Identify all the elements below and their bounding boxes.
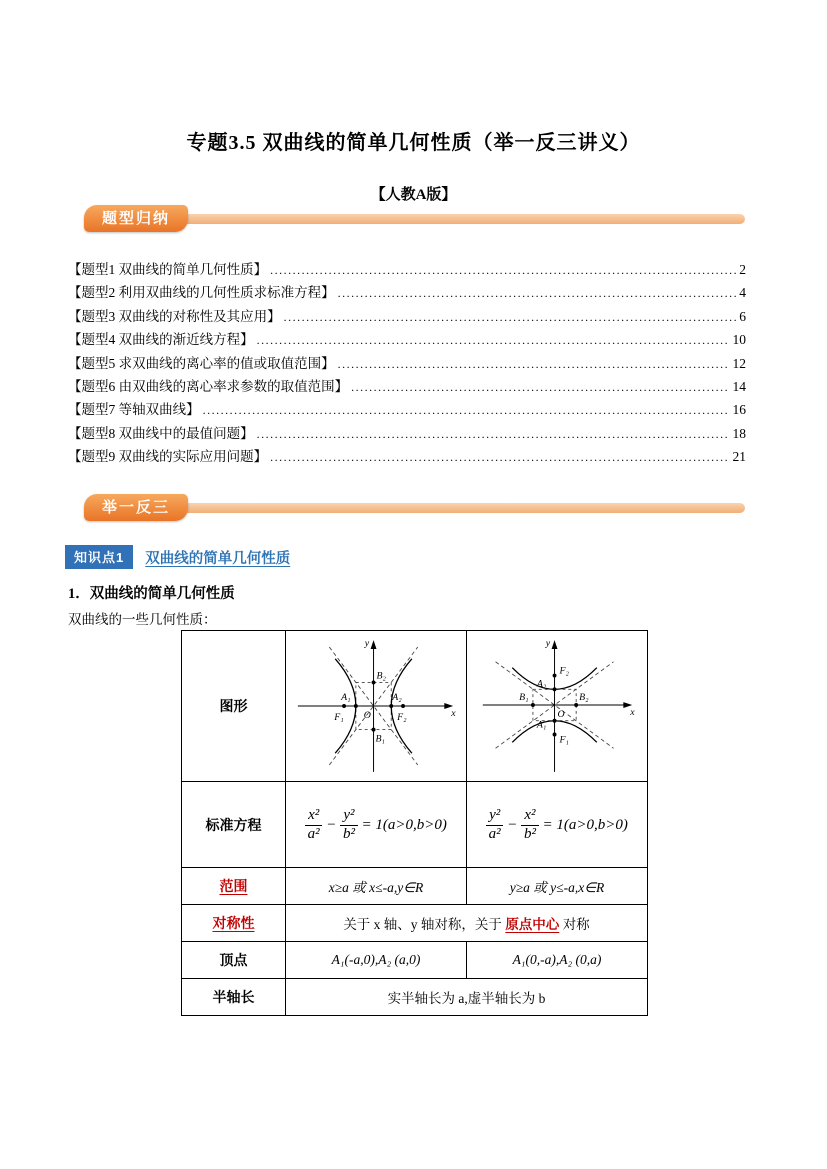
toc-dot-leader (338, 352, 730, 376)
properties-table (181, 630, 648, 1016)
numerator: y² (340, 808, 357, 826)
toc-item-label[interactable]: 【题型3 双曲线的对称性及其应用】 (68, 308, 281, 324)
row-label-graph: 图形 (182, 631, 286, 782)
table-row-semi-axes (182, 979, 648, 1016)
toc-dot-leader (257, 328, 730, 352)
denominator: a² (488, 825, 501, 842)
y-axis-arrow (552, 640, 558, 649)
table-row-range (182, 868, 648, 905)
label-origin: O (363, 709, 371, 721)
toc-page-number: 6 (739, 308, 746, 324)
denominator: a² (307, 825, 320, 842)
vertex-a1-dot (354, 704, 358, 708)
y-axis-label: y (545, 638, 551, 650)
toc-page-number: 12 (732, 355, 746, 371)
equation-cell-right (467, 782, 648, 868)
row-label-semi-axes: 半轴长 (182, 979, 286, 1016)
toc-item-label[interactable]: 【题型5 求双曲线的离心率的值或取值范围】 (68, 355, 335, 371)
row-label-vertices: 顶点 (182, 942, 286, 979)
banner-topic-nav-label: 题型归纳 (84, 205, 188, 232)
banner-bar (98, 503, 745, 513)
semi-axes-cell: 实半轴长为 a,虚半轴长为 b (286, 979, 648, 1016)
toc-item[interactable] (68, 445, 746, 468)
label-b1: B₁ (519, 692, 529, 704)
table-row-equation (182, 782, 648, 868)
label-f1: F₁ (334, 711, 344, 723)
focus-f2-dot (401, 704, 405, 708)
symmetry-text-prefix: 关于 x 轴、y 轴对称，关于 (343, 917, 506, 932)
toc-dot-leader (270, 258, 736, 282)
fraction (305, 808, 322, 843)
toc-item-label[interactable]: 【题型1 双曲线的简单几何性质】 (68, 262, 268, 277)
hyperbola-graph-horizontal (290, 633, 462, 779)
banner-practice (0, 494, 827, 521)
toc-item-label[interactable]: 【题型4 双曲线的渐近线方程】 (68, 332, 254, 348)
label-b2: B₂ (376, 670, 386, 682)
minus-sign: − (507, 816, 518, 833)
range-cell-right: y≥a 或 y≤-a,x∈R (467, 868, 648, 905)
toc-item[interactable] (68, 375, 746, 398)
table-row-vertices (182, 942, 648, 979)
vertex-a2-dot (553, 687, 557, 691)
knowledge-point-badge: 知识点1 (65, 545, 133, 569)
table-row-graph (182, 631, 648, 782)
point-b2-dot (372, 680, 376, 684)
point-b1-dot (372, 728, 376, 732)
y-axis-label: y (364, 638, 370, 650)
denominator: b² (342, 825, 355, 842)
banner-bar (98, 214, 745, 224)
focus-f2-dot (553, 674, 557, 678)
vertices-cell-left: A₁(-a,0),A₂ (a,0) (286, 942, 467, 979)
page-title: 专题3.5 双曲线的简单几何性质（举一反三讲义） (186, 132, 641, 154)
toc-item-label[interactable]: 【题型9 双曲线的实际应用问题】 (68, 449, 268, 465)
toc-dot-leader (284, 305, 737, 329)
label-b2: B₂ (579, 692, 589, 704)
x-axis-label: x (451, 707, 456, 719)
toc-item[interactable] (68, 281, 746, 304)
toc-page-number: 4 (739, 285, 746, 301)
point-b2-dot (574, 703, 578, 707)
focus-f1-dot (342, 704, 346, 708)
toc-dot-leader (203, 398, 730, 422)
x-axis-label: x (630, 706, 635, 718)
toc-item[interactable] (68, 352, 746, 375)
point-b1-dot (531, 703, 535, 707)
banner-topic-nav (0, 205, 827, 232)
vertices-cell-right: A₁(0,-a),A₂ (0,a) (467, 942, 648, 979)
fraction (340, 808, 357, 843)
toc-dot-leader (338, 281, 737, 305)
fraction (486, 808, 503, 843)
toc-item-label[interactable]: 【题型2 利用双曲线的几何性质求标准方程】 (68, 285, 335, 301)
table-of-contents (68, 258, 746, 469)
label-a1: A₁ (341, 692, 351, 704)
fraction (521, 808, 538, 843)
numerator: x² (305, 808, 322, 826)
toc-item[interactable] (68, 305, 746, 328)
label-a2: A₂ (392, 692, 402, 704)
table-row-symmetry (182, 905, 648, 942)
toc-dot-leader (270, 445, 729, 469)
toc-dot-leader (257, 422, 730, 446)
label-f1: F₁ (559, 734, 569, 746)
toc-page-number: 2 (739, 262, 746, 277)
edition-label: 【人教A版】 (370, 187, 457, 203)
label-a2: A₂ (536, 678, 547, 690)
standard-equation-right (486, 808, 628, 843)
hyperbola-graph-vertical (471, 633, 643, 779)
toc-page-number: 16 (732, 402, 746, 418)
section-intro: 双曲线的一些几何性质： (68, 612, 217, 627)
symmetry-cell (286, 905, 648, 942)
toc-item-label[interactable]: 【题型8 双曲线中的最值问题】 (68, 425, 254, 441)
range-cell-left: x≥a 或 x≤-a,y∈R (286, 868, 467, 905)
symmetry-text-suffix: 对称 (559, 917, 590, 932)
toc-page-number: 10 (732, 332, 746, 348)
graph-cell-left (286, 631, 467, 782)
toc-page-number: 18 (732, 425, 746, 441)
toc-page-number: 14 (732, 378, 746, 394)
toc-item[interactable] (68, 258, 746, 281)
row-label-symmetry: 对称性 (182, 905, 286, 942)
focus-f1-dot (553, 733, 557, 737)
y-axis-arrow (371, 640, 377, 649)
label-origin: O (557, 708, 565, 720)
vertex-a2-dot (389, 704, 393, 708)
equation-rhs: = 1(a>0,b>0) (542, 816, 628, 833)
toc-item[interactable] (68, 422, 746, 445)
equation-rhs: = 1(a>0,b>0) (361, 816, 447, 833)
standard-equation-left (305, 808, 447, 843)
toc-item-label[interactable]: 【题型7 等轴双曲线】 (68, 402, 200, 418)
toc-item[interactable] (68, 328, 746, 351)
equation-cell-left (286, 782, 467, 868)
numerator: y² (486, 808, 503, 826)
knowledge-point-line (65, 546, 290, 568)
toc-dot-leader (351, 375, 729, 399)
label-a1: A₁ (536, 719, 547, 731)
label-f2: F₂ (397, 711, 407, 723)
label-f2: F₂ (559, 665, 569, 677)
vertex-a1-dot (553, 719, 557, 723)
toc-item[interactable] (68, 398, 746, 421)
label-b1: B₁ (375, 733, 385, 745)
banner-practice-label: 举一反三 (84, 494, 188, 521)
toc-item-label[interactable]: 【题型6 由双曲线的离心率求参数的取值范围】 (68, 378, 349, 394)
symmetry-highlight: 原点中心 (505, 917, 560, 932)
numerator: x² (521, 808, 538, 826)
row-label-equation: 标准方程 (182, 782, 286, 868)
graph-cell-right (467, 631, 648, 782)
section-heading: 1．双曲线的简单几何性质 (68, 586, 235, 602)
toc-page-number: 21 (732, 449, 746, 465)
row-label-range: 范围 (182, 868, 286, 905)
knowledge-point-title: 双曲线的简单几何性质 (145, 550, 291, 567)
minus-sign: − (326, 816, 337, 833)
denominator: b² (523, 825, 536, 842)
